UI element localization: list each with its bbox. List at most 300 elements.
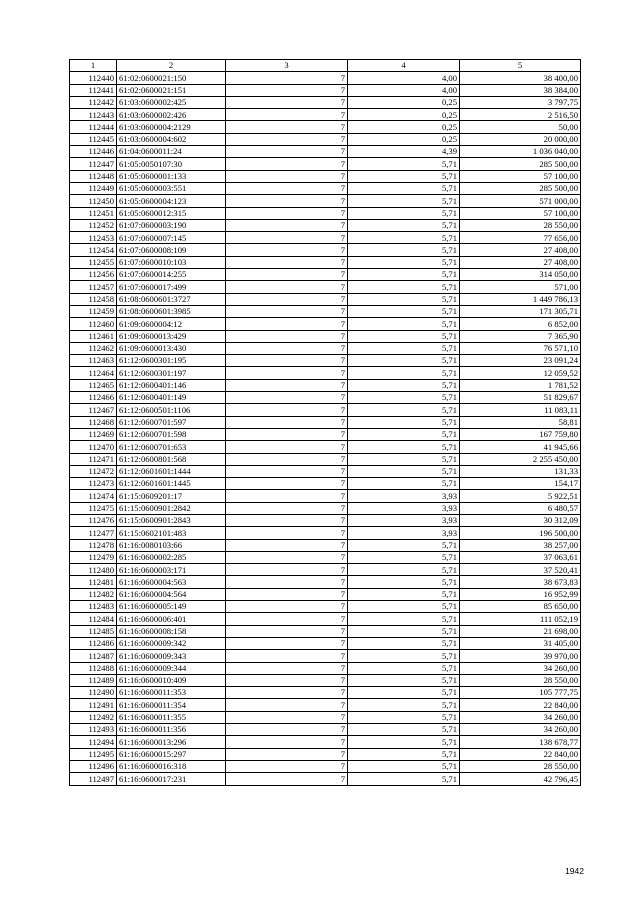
row-number-cell: 112440	[70, 72, 117, 84]
amount-cell: 1 036 040,00	[460, 146, 581, 158]
row-number-cell: 112459	[70, 305, 117, 317]
cadastral-number-cell: 61:15:0602101:483	[117, 527, 226, 539]
code-cell: 7	[226, 244, 348, 256]
table-row	[70, 256, 581, 268]
code-cell: 7	[226, 588, 348, 600]
code-cell: 7	[226, 551, 348, 563]
code-cell: 7	[226, 379, 348, 391]
row-number-cell: 112460	[70, 318, 117, 330]
rate-cell: 5,71	[348, 724, 460, 736]
code-cell: 7	[226, 428, 348, 440]
cadastral-number-cell: 61:04:0600011:24	[117, 146, 226, 158]
row-number-cell: 112444	[70, 121, 117, 133]
code-cell: 7	[226, 564, 348, 576]
code-cell: 7	[226, 699, 348, 711]
cadastral-number-cell: 61:12:0600701:598	[117, 428, 226, 440]
amount-cell: 57 100,00	[460, 170, 581, 182]
amount-cell: 285 500,00	[460, 182, 581, 194]
cadastral-number-cell: 61:12:0600301:197	[117, 367, 226, 379]
code-cell: 7	[226, 293, 348, 305]
table-row	[70, 478, 581, 490]
rate-cell: 0,25	[348, 121, 460, 133]
table-row	[70, 601, 581, 613]
cadastral-number-cell: 61:16:0600005:149	[117, 601, 226, 613]
rate-cell: 5,71	[348, 269, 460, 281]
row-number-cell: 112485	[70, 625, 117, 637]
amount-cell: 51 829,67	[460, 392, 581, 404]
table-row	[70, 637, 581, 649]
page-number: 1942	[565, 866, 584, 876]
amount-cell: 85 650,00	[460, 601, 581, 613]
cadastral-number-cell: 61:07:0600008:109	[117, 244, 226, 256]
row-number-cell: 112482	[70, 588, 117, 600]
row-number-cell: 112474	[70, 490, 117, 502]
rate-cell: 5,71	[348, 748, 460, 760]
amount-cell: 30 312,09	[460, 514, 581, 526]
table-row	[70, 207, 581, 219]
code-cell: 7	[226, 416, 348, 428]
code-cell: 7	[226, 219, 348, 231]
amount-cell: 105 777,75	[460, 687, 581, 699]
row-number-cell: 112476	[70, 514, 117, 526]
row-number-cell: 112467	[70, 404, 117, 416]
table-row	[70, 748, 581, 760]
cadastral-number-cell: 61:16:0600009:343	[117, 650, 226, 662]
rate-cell: 5,71	[348, 219, 460, 231]
amount-cell: 154,17	[460, 478, 581, 490]
amount-cell: 1 449 786,13	[460, 293, 581, 305]
code-cell: 7	[226, 158, 348, 170]
code-cell: 7	[226, 453, 348, 465]
table-row	[70, 121, 581, 133]
code-cell: 7	[226, 96, 348, 108]
amount-cell: 34 260,00	[460, 662, 581, 674]
cadastral-number-cell: 61:16:0600011:354	[117, 699, 226, 711]
table-row	[70, 514, 581, 526]
amount-cell: 167 759,80	[460, 428, 581, 440]
table-row	[70, 724, 581, 736]
row-number-cell: 112480	[70, 564, 117, 576]
amount-cell: 2 516,50	[460, 109, 581, 121]
cadastral-number-cell: 61:02:0600021:150	[117, 72, 226, 84]
amount-cell: 138 678,77	[460, 736, 581, 748]
code-cell: 7	[226, 441, 348, 453]
code-cell: 7	[226, 342, 348, 354]
code-cell: 7	[226, 355, 348, 367]
rate-cell: 5,71	[348, 244, 460, 256]
cadastral-number-cell: 61:03:0600002:426	[117, 109, 226, 121]
cadastral-number-cell: 61:16:0600015:297	[117, 748, 226, 760]
row-number-cell: 112441	[70, 84, 117, 96]
rate-cell: 5,71	[348, 539, 460, 551]
code-cell: 7	[226, 281, 348, 293]
code-cell: 7	[226, 650, 348, 662]
rate-cell: 5,71	[348, 637, 460, 649]
amount-cell: 6 480,57	[460, 502, 581, 514]
row-number-cell: 112497	[70, 773, 117, 785]
code-cell: 7	[226, 404, 348, 416]
table-row	[70, 244, 581, 256]
cadastral-number-cell: 61:15:0600901:2842	[117, 502, 226, 514]
rate-cell: 0,25	[348, 133, 460, 145]
cadastral-number-cell: 61:16:0600004:564	[117, 588, 226, 600]
rate-cell: 3,93	[348, 502, 460, 514]
rate-cell: 4,39	[348, 146, 460, 158]
table-row	[70, 625, 581, 637]
amount-cell: 57 100,00	[460, 207, 581, 219]
rate-cell: 5,71	[348, 760, 460, 772]
amount-cell: 22 840,00	[460, 699, 581, 711]
cadastral-number-cell: 61:12:0600301:195	[117, 355, 226, 367]
rate-cell: 5,71	[348, 355, 460, 367]
row-number-cell: 112477	[70, 527, 117, 539]
code-cell: 7	[226, 305, 348, 317]
row-number-cell: 112479	[70, 551, 117, 563]
amount-cell: 28 550,00	[460, 219, 581, 231]
cadastral-number-cell: 61:12:0600501:1106	[117, 404, 226, 416]
column-header-1: 1	[70, 60, 117, 72]
rate-cell: 3,93	[348, 514, 460, 526]
cadastral-number-cell: 61:09:0600013:430	[117, 342, 226, 354]
rate-cell: 5,71	[348, 601, 460, 613]
rate-cell: 5,71	[348, 428, 460, 440]
cadastral-number-cell: 61:12:0601601:1444	[117, 465, 226, 477]
rate-cell: 5,71	[348, 736, 460, 748]
cadastral-number-cell: 61:05:0600003:551	[117, 182, 226, 194]
amount-cell: 12 059,52	[460, 367, 581, 379]
table-row	[70, 355, 581, 367]
amount-cell: 38 400,00	[460, 72, 581, 84]
row-number-cell: 112450	[70, 195, 117, 207]
cadastral-number-cell: 61:16:0600011:353	[117, 687, 226, 699]
cadastral-number-cell: 61:16:0600006:401	[117, 613, 226, 625]
row-number-cell: 112442	[70, 96, 117, 108]
code-cell: 7	[226, 367, 348, 379]
cadastral-number-cell: 61:05:0600001:133	[117, 170, 226, 182]
row-number-cell: 112492	[70, 711, 117, 723]
code-cell: 7	[226, 330, 348, 342]
code-cell: 7	[226, 478, 348, 490]
amount-cell: 23 091,24	[460, 355, 581, 367]
row-number-cell: 112473	[70, 478, 117, 490]
cadastral-number-cell: 61:07:0600017:499	[117, 281, 226, 293]
amount-cell: 22 840,00	[460, 748, 581, 760]
row-number-cell: 112453	[70, 232, 117, 244]
row-number-cell: 112447	[70, 158, 117, 170]
amount-cell: 38 384,00	[460, 84, 581, 96]
row-number-cell: 112470	[70, 441, 117, 453]
amount-cell: 20 000,00	[460, 133, 581, 145]
rate-cell: 5,71	[348, 404, 460, 416]
row-number-cell: 112491	[70, 699, 117, 711]
cadastral-number-cell: 61:16:0080103:66	[117, 539, 226, 551]
row-number-cell: 112466	[70, 392, 117, 404]
rate-cell: 5,71	[348, 305, 460, 317]
amount-cell: 571 000,00	[460, 195, 581, 207]
code-cell: 7	[226, 146, 348, 158]
row-number-cell: 112481	[70, 576, 117, 588]
amount-cell: 31 405,00	[460, 637, 581, 649]
code-cell: 7	[226, 613, 348, 625]
rate-cell: 5,71	[348, 453, 460, 465]
row-number-cell: 112451	[70, 207, 117, 219]
code-cell: 7	[226, 182, 348, 194]
amount-cell: 27 408,00	[460, 244, 581, 256]
table-row	[70, 441, 581, 453]
row-number-cell: 112465	[70, 379, 117, 391]
amount-cell: 171 305,71	[460, 305, 581, 317]
code-cell: 7	[226, 674, 348, 686]
amount-cell: 285 500,00	[460, 158, 581, 170]
code-cell: 7	[226, 514, 348, 526]
row-number-cell: 112483	[70, 601, 117, 613]
table-row	[70, 699, 581, 711]
code-cell: 7	[226, 773, 348, 785]
amount-cell: 34 260,00	[460, 711, 581, 723]
amount-cell: 571,00	[460, 281, 581, 293]
row-number-cell: 112461	[70, 330, 117, 342]
code-cell: 7	[226, 637, 348, 649]
table-row	[70, 687, 581, 699]
rate-cell: 5,71	[348, 465, 460, 477]
row-number-cell: 112495	[70, 748, 117, 760]
row-number-cell: 112493	[70, 724, 117, 736]
cadastral-number-cell: 61:16:0600011:355	[117, 711, 226, 723]
table-row	[70, 158, 581, 170]
rate-cell: 5,71	[348, 711, 460, 723]
amount-cell: 11 083,11	[460, 404, 581, 416]
rate-cell: 5,71	[348, 564, 460, 576]
row-number-cell: 112484	[70, 613, 117, 625]
header-row	[70, 60, 581, 72]
code-cell: 7	[226, 392, 348, 404]
table-row	[70, 84, 581, 96]
amount-cell: 111 052,19	[460, 613, 581, 625]
table-row	[70, 551, 581, 563]
table-row	[70, 576, 581, 588]
amount-cell: 314 050,00	[460, 269, 581, 281]
table-row	[70, 711, 581, 723]
table-row	[70, 219, 581, 231]
rate-cell: 5,71	[348, 318, 460, 330]
table-row	[70, 367, 581, 379]
cadastral-number-cell: 61:05:0050107:30	[117, 158, 226, 170]
cadastral-number-cell: 61:16:0600016:318	[117, 760, 226, 772]
code-cell: 7	[226, 232, 348, 244]
table-row	[70, 736, 581, 748]
rate-cell: 5,71	[348, 588, 460, 600]
table-row	[70, 232, 581, 244]
cadastral-number-cell: 61:16:0600009:344	[117, 662, 226, 674]
code-cell: 7	[226, 109, 348, 121]
table-row	[70, 195, 581, 207]
table-row	[70, 305, 581, 317]
table-row	[70, 392, 581, 404]
cadastral-number-cell: 61:12:0601601:1445	[117, 478, 226, 490]
code-cell: 7	[226, 748, 348, 760]
code-cell: 7	[226, 121, 348, 133]
cadastral-number-cell: 61:16:0600010:409	[117, 674, 226, 686]
amount-cell: 38 257,00	[460, 539, 581, 551]
amount-cell: 7 365,90	[460, 330, 581, 342]
row-number-cell: 112489	[70, 674, 117, 686]
code-cell: 7	[226, 724, 348, 736]
rate-cell: 5,71	[348, 576, 460, 588]
amount-cell: 76 571,10	[460, 342, 581, 354]
table-row	[70, 293, 581, 305]
amount-cell: 28 550,00	[460, 760, 581, 772]
rate-cell: 5,71	[348, 478, 460, 490]
rate-cell: 5,71	[348, 551, 460, 563]
code-cell: 7	[226, 269, 348, 281]
rate-cell: 5,71	[348, 625, 460, 637]
row-number-cell: 112443	[70, 109, 117, 121]
amount-cell: 37 520,41	[460, 564, 581, 576]
cadastral-number-cell: 61:16:0600008:158	[117, 625, 226, 637]
table-row	[70, 674, 581, 686]
code-cell: 7	[226, 195, 348, 207]
row-number-cell: 112449	[70, 182, 117, 194]
rate-cell: 5,71	[348, 699, 460, 711]
amount-cell: 38 673,83	[460, 576, 581, 588]
rate-cell: 5,71	[348, 330, 460, 342]
table-row	[70, 564, 581, 576]
amount-cell: 5 922,51	[460, 490, 581, 502]
code-cell: 7	[226, 687, 348, 699]
code-cell: 7	[226, 465, 348, 477]
rate-cell: 5,71	[348, 342, 460, 354]
rate-cell: 5,71	[348, 281, 460, 293]
cadastral-number-cell: 61:16:0600002:285	[117, 551, 226, 563]
data-table	[69, 59, 581, 786]
row-number-cell: 112490	[70, 687, 117, 699]
amount-cell: 34 260,00	[460, 724, 581, 736]
row-number-cell: 112494	[70, 736, 117, 748]
code-cell: 7	[226, 318, 348, 330]
code-cell: 7	[226, 84, 348, 96]
rate-cell: 5,71	[348, 207, 460, 219]
table-body	[70, 72, 581, 785]
cadastral-number-cell: 61:16:0600013:296	[117, 736, 226, 748]
row-number-cell: 112478	[70, 539, 117, 551]
code-cell: 7	[226, 72, 348, 84]
table-row	[70, 539, 581, 551]
table-row	[70, 330, 581, 342]
rate-cell: 5,71	[348, 613, 460, 625]
code-cell: 7	[226, 502, 348, 514]
row-number-cell: 112487	[70, 650, 117, 662]
code-cell: 7	[226, 601, 348, 613]
row-number-cell: 112452	[70, 219, 117, 231]
row-number-cell: 112464	[70, 367, 117, 379]
rate-cell: 5,71	[348, 256, 460, 268]
rate-cell: 5,71	[348, 416, 460, 428]
rate-cell: 5,71	[348, 392, 460, 404]
amount-cell: 27 408,00	[460, 256, 581, 268]
row-number-cell: 112462	[70, 342, 117, 354]
rate-cell: 5,71	[348, 773, 460, 785]
table-row	[70, 662, 581, 674]
table-row	[70, 281, 581, 293]
cadastral-number-cell: 61:07:0600014:255	[117, 269, 226, 281]
row-number-cell: 112455	[70, 256, 117, 268]
cadastral-number-cell: 61:07:0600010:103	[117, 256, 226, 268]
amount-cell: 3 797,75	[460, 96, 581, 108]
table-row	[70, 146, 581, 158]
row-number-cell: 112448	[70, 170, 117, 182]
cadastral-number-cell: 61:12:0600401:146	[117, 379, 226, 391]
table-row	[70, 453, 581, 465]
cadastral-number-cell: 61:16:0600017:231	[117, 773, 226, 785]
rate-cell: 5,71	[348, 195, 460, 207]
cadastral-number-cell: 61:09:0600013:429	[117, 330, 226, 342]
cadastral-number-cell: 61:03:0600004:602	[117, 133, 226, 145]
table-row	[70, 342, 581, 354]
table-row	[70, 379, 581, 391]
table-row	[70, 773, 581, 785]
row-number-cell: 112496	[70, 760, 117, 772]
table-row	[70, 650, 581, 662]
cadastral-number-cell: 61:16:0600009:342	[117, 637, 226, 649]
rate-cell: 5,71	[348, 182, 460, 194]
cadastral-number-cell: 61:05:0600004:123	[117, 195, 226, 207]
table-row	[70, 404, 581, 416]
amount-cell: 41 945,66	[460, 441, 581, 453]
row-number-cell: 112468	[70, 416, 117, 428]
code-cell: 7	[226, 539, 348, 551]
cadastral-number-cell: 61:16:0600003:171	[117, 564, 226, 576]
row-number-cell: 112445	[70, 133, 117, 145]
table-row	[70, 490, 581, 502]
rate-cell: 5,71	[348, 379, 460, 391]
code-cell: 7	[226, 170, 348, 182]
amount-cell: 28 550,00	[460, 674, 581, 686]
table-row	[70, 428, 581, 440]
cadastral-number-cell: 61:15:0609201:17	[117, 490, 226, 502]
cadastral-number-cell: 61:03:0600004:2129	[117, 121, 226, 133]
cadastral-number-cell: 61:08:0600601:3727	[117, 293, 226, 305]
rate-cell: 5,71	[348, 687, 460, 699]
table-row	[70, 760, 581, 772]
rate-cell: 5,71	[348, 170, 460, 182]
cadastral-number-cell: 61:02:0600021:151	[117, 84, 226, 96]
cadastral-number-cell: 61:12:0600701:597	[117, 416, 226, 428]
code-cell: 7	[226, 256, 348, 268]
row-number-cell: 112472	[70, 465, 117, 477]
amount-cell: 16 952,99	[460, 588, 581, 600]
rate-cell: 5,71	[348, 662, 460, 674]
cadastral-number-cell: 61:16:0600011:356	[117, 724, 226, 736]
code-cell: 7	[226, 625, 348, 637]
amount-cell: 42 796,45	[460, 773, 581, 785]
rate-cell: 5,71	[348, 158, 460, 170]
amount-cell: 50,00	[460, 121, 581, 133]
code-cell: 7	[226, 490, 348, 502]
column-header-5: 5	[460, 60, 581, 72]
cadastral-number-cell: 61:16:0600004:563	[117, 576, 226, 588]
table-row	[70, 588, 581, 600]
rate-cell: 5,71	[348, 650, 460, 662]
amount-cell: 2 255 450,00	[460, 453, 581, 465]
code-cell: 7	[226, 711, 348, 723]
table-row	[70, 96, 581, 108]
cadastral-number-cell: 61:07:0600007:145	[117, 232, 226, 244]
rate-cell: 5,71	[348, 674, 460, 686]
table-row	[70, 502, 581, 514]
rate-cell: 3,93	[348, 490, 460, 502]
cadastral-number-cell: 61:07:0600003:190	[117, 219, 226, 231]
row-number-cell: 112469	[70, 428, 117, 440]
